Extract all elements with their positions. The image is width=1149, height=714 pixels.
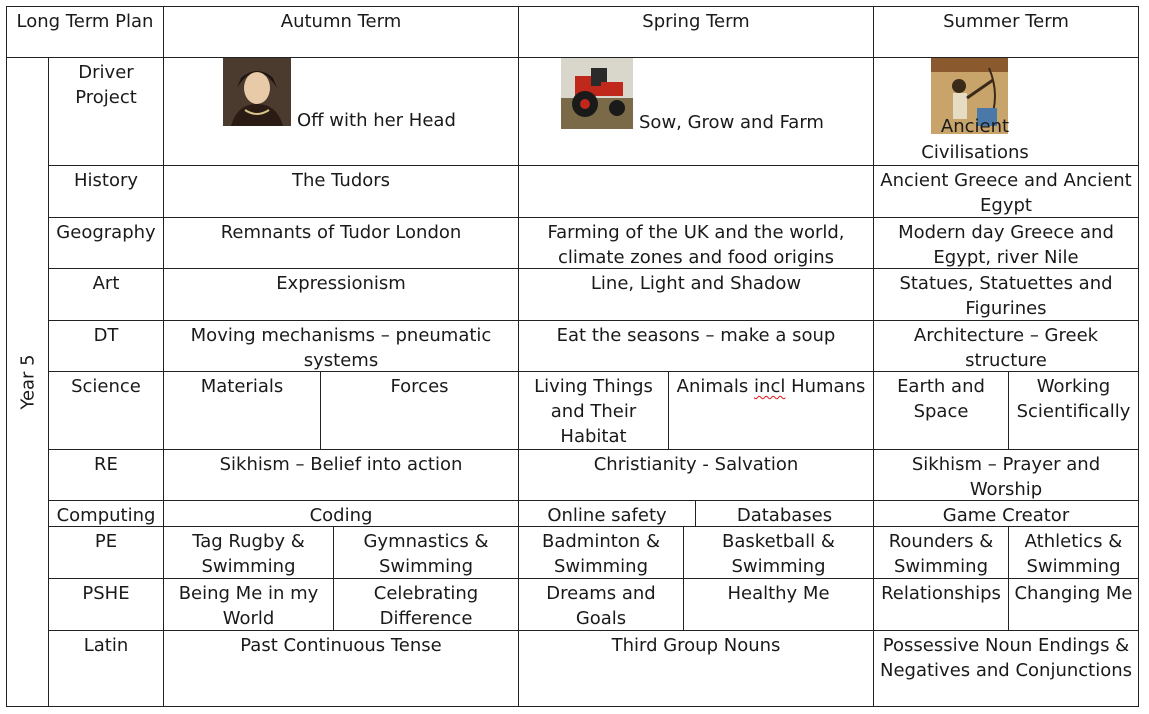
science-autumn-a: Materials bbox=[163, 371, 321, 450]
dt-autumn: Moving mechanisms – pneumatic systems bbox=[163, 320, 519, 372]
history-spring bbox=[518, 165, 874, 218]
pe-autumn-a: Tag Rugby & Swimming bbox=[163, 526, 334, 579]
year-label: Year 5 bbox=[17, 354, 38, 410]
tractor-image bbox=[561, 58, 633, 129]
geography-summer: Modern day Greece and Egypt, river Nile bbox=[873, 217, 1139, 269]
pe-summer-a: Rounders & Swimming bbox=[873, 526, 1009, 579]
pe-spring-b: Basketball & Swimming bbox=[683, 526, 874, 579]
science-spring-b-incl: incl bbox=[754, 376, 786, 397]
geography-autumn: Remnants of Tudor London bbox=[163, 217, 519, 269]
science-spring-a: Living Things and Their Habitat bbox=[518, 371, 669, 450]
row-label-art: Art bbox=[48, 268, 164, 321]
row-label-re: RE bbox=[48, 449, 164, 501]
computing-autumn: Coding bbox=[163, 500, 519, 527]
tudor-queen-image bbox=[223, 58, 291, 126]
art-autumn: Expressionism bbox=[163, 268, 519, 321]
science-autumn-b: Forces bbox=[320, 371, 519, 450]
pshe-autumn-a: Being Me in my World bbox=[163, 578, 334, 631]
latin-spring: Third Group Nouns bbox=[518, 630, 874, 707]
computing-summer: Game Creator bbox=[873, 500, 1139, 527]
re-spring: Christianity - Salvation bbox=[518, 449, 874, 501]
driver-autumn-title: Off with her Head bbox=[297, 110, 456, 131]
pe-spring-a: Badminton & Swimming bbox=[518, 526, 684, 579]
geography-spring: Farming of the UK and the world, climate zones and food origins bbox=[518, 217, 874, 269]
science-spring-b-post: Humans bbox=[785, 376, 866, 397]
computing-spring-a: Online safety bbox=[518, 500, 696, 527]
science-spring-b bbox=[668, 371, 874, 450]
driver-summer-cell bbox=[873, 57, 1139, 166]
pe-summer-b: Athletics & Swimming bbox=[1008, 526, 1139, 579]
re-autumn: Sikhism – Belief into action bbox=[163, 449, 519, 501]
row-label-driver: Driver Project bbox=[48, 57, 164, 166]
row-label-pe: PE bbox=[48, 526, 164, 579]
driver-summer-title-text: Ancient Civilisations bbox=[921, 116, 1029, 163]
driver-autumn-cell bbox=[163, 57, 519, 166]
pe-autumn-b: Gymnastics & Swimming bbox=[333, 526, 519, 579]
science-summer-b: Working Scientifically bbox=[1008, 371, 1139, 450]
dt-summer: Architecture – Greek structure bbox=[873, 320, 1139, 372]
art-spring: Line, Light and Shadow bbox=[518, 268, 874, 321]
driver-summer-title bbox=[874, 114, 1138, 166]
row-label-computing: Computing bbox=[48, 500, 164, 527]
pshe-summer-b: Changing Me bbox=[1008, 578, 1139, 631]
dt-spring: Eat the seasons – make a soup bbox=[518, 320, 874, 372]
header-plan: Long Term Plan bbox=[6, 6, 164, 58]
driver-spring-cell bbox=[518, 57, 874, 166]
pshe-summer-a: Relationships bbox=[873, 578, 1009, 631]
header-spring: Spring Term bbox=[518, 6, 874, 58]
row-label-geography: Geography bbox=[48, 217, 164, 269]
row-label-dt: DT bbox=[48, 320, 164, 372]
art-summer: Statues, Statuettes and Figurines bbox=[873, 268, 1139, 321]
driver-spring-title: Sow, Grow and Farm bbox=[639, 112, 824, 133]
row-label-science: Science bbox=[48, 371, 164, 450]
year-label-cell bbox=[6, 57, 49, 707]
pshe-spring-b: Healthy Me bbox=[683, 578, 874, 631]
header-summer: Summer Term bbox=[873, 6, 1139, 58]
science-spring-b-pre: Animals bbox=[676, 376, 755, 397]
row-label-latin: Latin bbox=[48, 630, 164, 707]
science-summer-a: Earth and Space bbox=[873, 371, 1009, 450]
row-label-history: History bbox=[48, 165, 164, 218]
history-autumn: The Tudors bbox=[163, 165, 519, 218]
computing-spring-b: Databases bbox=[695, 500, 874, 527]
pshe-spring-a: Dreams and Goals bbox=[518, 578, 684, 631]
history-summer: Ancient Greece and Ancient Egypt bbox=[873, 165, 1139, 218]
re-summer: Sikhism – Prayer and Worship bbox=[873, 449, 1139, 501]
latin-autumn: Past Continuous Tense bbox=[163, 630, 519, 707]
latin-summer: Possessive Noun Endings & Negatives and Conjunctions bbox=[873, 630, 1139, 707]
header-autumn: Autumn Term bbox=[163, 6, 519, 58]
pshe-autumn-b: Celebrating Difference bbox=[333, 578, 519, 631]
row-label-pshe: PSHE bbox=[48, 578, 164, 631]
